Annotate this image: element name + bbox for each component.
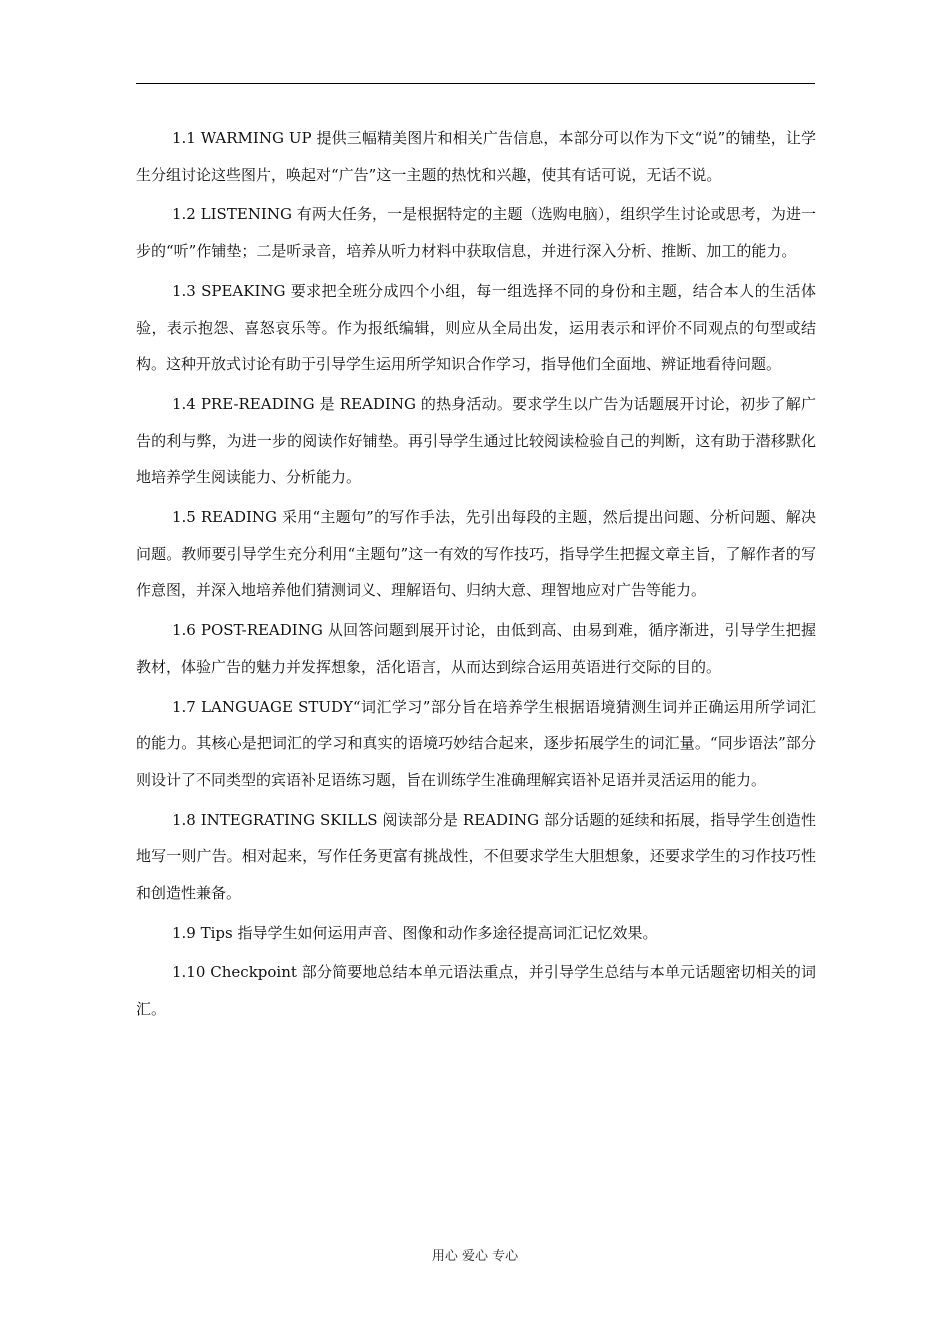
paragraph-1-8: 1.8 INTEGRATING SKILLS 阅读部分是 READING 部分话题的延续和拓展，指导学生创造性地写一则广告。相对起来，写作任务更富有挑战性，不但要求学生大胆想象，还要求学生的习作技巧性和创造性兼备。 <box>136 810 816 903</box>
paragraph-1-5: 1.5 READING 采用“主题句”的写作手法，先引出每段的主题，然后提出问题、分析问题、解决问题。教师要引导学生充分利用“主题句”这一有效的写作技巧，指导学生把握文章主旨，了解作者的写作意图，并深入地培养他们猜测词义、理解语句、归纳大意、理智地应对广告等能力。 <box>136 508 816 600</box>
paragraph-1-7: 1.7 LANGUAGE STUDY“词汇学习”部分旨在培养学生根据语境猜测生词并正确运用所学词汇的能力。其核心是把词汇的学习和真实的语境巧妙结合起来，逐步拓展学生的词汇量。“同步语法”部分则设计了不同类型的宾语补足语练习题，旨在训练学生准确理解宾语补足语并灵活运用的能力。 <box>136 697 816 789</box>
paragraph-1-10: 1.10 Checkpoint 部分简要地总结本单元语法重点，并引导学生总结与本单元话题密切相关的词汇。 <box>136 963 816 1019</box>
paragraph-1-1: 1.1 WARMING UP 提供三幅精美图片和相关广告信息，本部分可以作为下文“说”的铺垫，让学生分组讨论这些图片，唤起对“广告”这一主题的热忱和兴趣，使其有话可说，无话不说。 <box>136 129 816 184</box>
paragraph-1-9: 1.9 Tips 指导学生如何运用声音、图像和动作多途径提高词汇记忆效果。 <box>172 923 658 942</box>
paragraph-1-6: 1.6 POST-READING 从回答问题到展开讨论，由低到高、由易到难，循序渐进，引导学生把握教材，体验广告的魅力并发挥想象，活化语言，从而达到综合运用英语进行交际的目的。 <box>136 621 816 676</box>
paragraph-1-4: 1.4 PRE-READING 是 READING 的热身活动。要求学生以广告为话题展开讨论，初步了解广告的利与弊，为进一步的阅读作好铺垫。再引导学生通过比较阅读检验自己的判断，这有助于潜移默化地培养学生阅读能力、分析能力。 <box>136 394 816 487</box>
paragraph-1-2: 1.2 LISTENING 有两大任务，一是根据特定的主题（选购电脑），组织学生讨论或思考，为进一步的“听”作铺垫；二是听录音，培养从听力材料中获取信息，并进行深入分析、推断、加工的能力。 <box>136 205 816 261</box>
page-footer: 用心 爱心 专心 <box>431 1249 519 1264</box>
paragraph-1-3: 1.3 SPEAKING 要求把全班分成四个小组，每一组选择不同的身份和主题，结合本人的生活体验，表示抱怨、喜怒哀乐等。作为报纸编辑，则应从全局出发，运用表示和评价不同观点的句型或结构。这种开放式讨论有助于引导学生运用所学知识合作学习，指导他们全面地、辨证地看待问题。 <box>136 281 816 374</box>
header-rule <box>136 83 815 84</box>
document-body <box>136 120 816 1031</box>
